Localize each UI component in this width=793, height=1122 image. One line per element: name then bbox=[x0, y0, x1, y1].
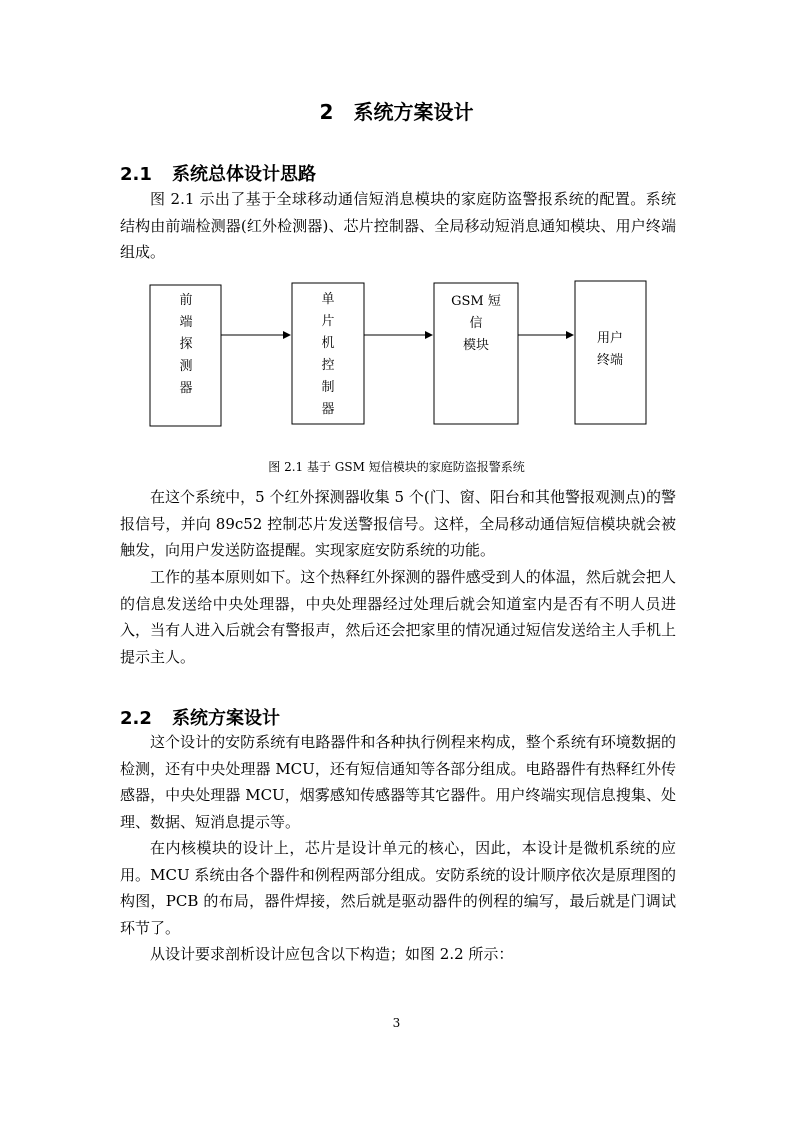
figure-caption: 图 2.1 基于 GSM 短信模块的家庭防盗报警系统 bbox=[268, 460, 525, 474]
paragraph: 这个设计的安防系统有电路器件和各种执行例程来构成，整个系统有环境数据的检测，还有中央处理器 MCU，还有短信通知等各部分组成。电路器件有热释红外传感器，中央处理器 MCU，烟雾感知传感器等其它器件。用户终端实现信息搜集、处理、数据、短消息提示等。 bbox=[120, 733, 676, 831]
paragraph: 图 2.1 示出了基于全球移动通信短消息模块的家庭防盗警报系统的配置。系统结构由前端检测器(红外检测器)、芯片控制器、全局移动短消息通知模块、用户终端组成。 bbox=[120, 190, 676, 261]
section-number: 2.1 bbox=[120, 164, 152, 185]
diagram-label: GSM 短 bbox=[451, 294, 501, 309]
diagram-label: 器 bbox=[321, 402, 335, 417]
section-number: 2.2 bbox=[120, 708, 152, 729]
paragraph: 在内核模块的设计上，芯片是设计单元的核心，因此，本设计是微机系统的应用。MCU 系统由各个器件和例程两部分组成。安防系统的设计顺序依次是原理图的构图，PCB 的布局，器件焊接，然后就是驱动器件的例程的编写，最后就是门调试环节了。 bbox=[120, 839, 676, 937]
paragraph: 从设计要求剖析设计应包含以下构造；如图 2.2 所示： bbox=[150, 945, 514, 963]
diagram-label: 测 bbox=[179, 359, 193, 374]
diagram-label: 终端 bbox=[596, 353, 624, 368]
diagram-label: 片 bbox=[321, 314, 335, 329]
section-heading-2-1 bbox=[120, 160, 316, 186]
diagram-label: 前 bbox=[179, 293, 193, 308]
section-heading-2-2 bbox=[120, 704, 280, 730]
diagram-label: 用户 bbox=[596, 331, 624, 346]
page-number: 3 bbox=[392, 1016, 401, 1030]
section-title-text: 系统方案设计 bbox=[172, 708, 280, 729]
diagram-label: 信 bbox=[469, 316, 483, 331]
diagram-label: 控 bbox=[321, 358, 335, 373]
section-title-text: 系统总体设计思路 bbox=[172, 164, 316, 185]
paragraph: 工作的基本原则如下。这个热释红外探测的器件感受到人的体温，然后就会把人的信息发送给中央处理器，中央处理器经过处理后就会知道室内是否有不明人员进入，当有人进入后就会有警报声，然后还会把家里的情况通过短信发送给主人手机上提示主人。 bbox=[120, 568, 676, 666]
diagram-label: 端 bbox=[179, 315, 193, 330]
diagram-label: 单 bbox=[321, 292, 335, 307]
diagram-label: 制 bbox=[321, 380, 335, 395]
diagram-label: 器 bbox=[179, 381, 193, 396]
diagram-label: 模块 bbox=[462, 338, 490, 353]
paragraph: 在这个系统中，5 个红外探测器收集 5 个(门、窗、阳台和其他警报观测点)的警报信号，并向 89c52 控制芯片发送警报信号。这样，全局移动通信短信模块就会被触发，向用户发送防盗提醒。实现家庭安防系统的功能。 bbox=[120, 488, 676, 559]
diagram-label: 探 bbox=[179, 337, 193, 352]
diagram-label: 机 bbox=[321, 336, 335, 351]
chapter-title: 2 系统方案设计 bbox=[319, 100, 474, 124]
system-block-diagram bbox=[0, 270, 793, 430]
